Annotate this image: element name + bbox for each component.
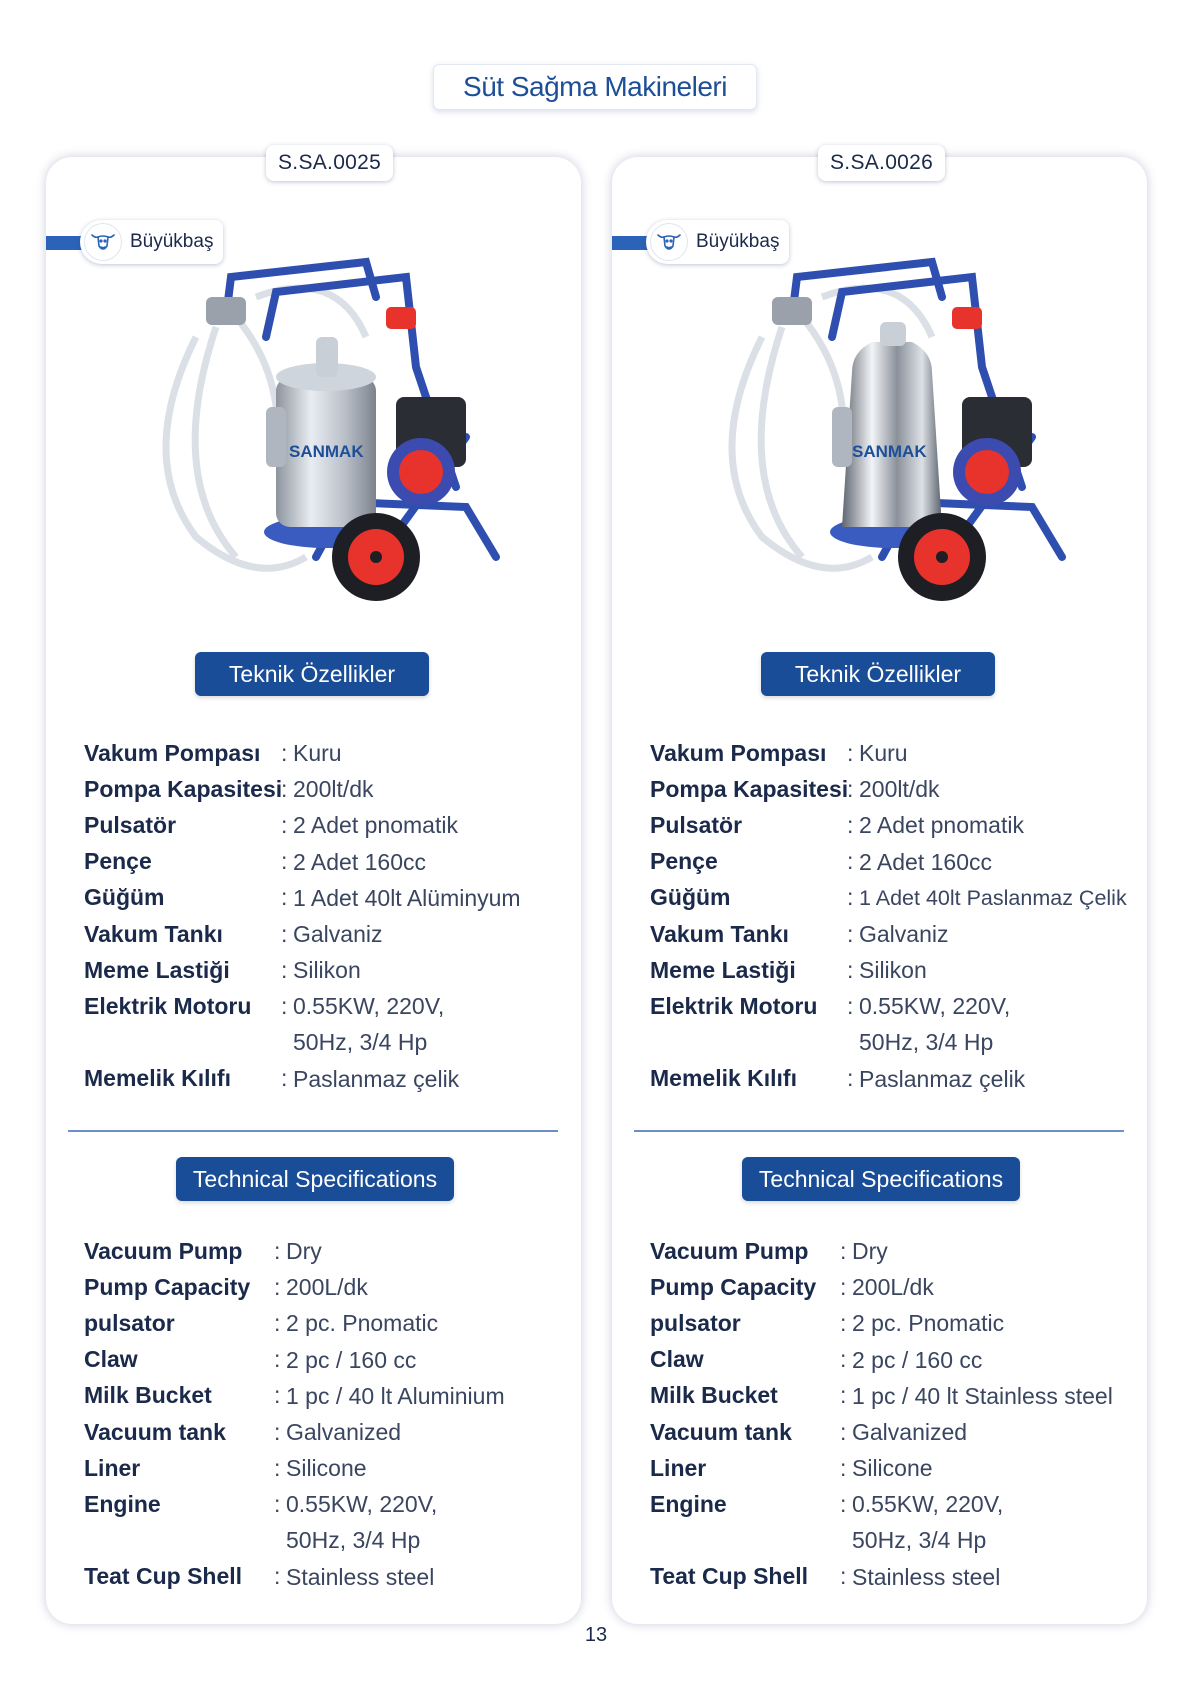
spec-value: Silikon [293,957,361,984]
spec-value: 200L/dk [852,1274,934,1301]
spec-row: pulsator : 2 pc. Pnomatic [650,1305,1113,1341]
spec-label: Pulsatör [650,811,743,838]
spec-row: Güğüm : 1 Adet 40lt Paslanmaz Çelik [650,880,1127,916]
spec-label: Teat Cup Shell [650,1563,809,1590]
spec-row: Vakum Pompası : Kuru [650,735,1127,771]
spec-row: Teat Cup Shell : Stainless steel [650,1559,1113,1595]
spec-label: Memelik Kılıfı [84,1065,231,1092]
product-card [46,151,581,1624]
spec-value: 1 Adet 40lt Paslanmaz Çelik [859,885,1127,910]
product-card [612,151,1147,1624]
spec-row: pulsator : 2 pc. Pnomatic [84,1305,505,1341]
spec-label: Meme Lastiği [84,956,230,983]
spec-row: Pençe : 2 Adet 160cc [84,844,521,880]
spec-value: Kuru [859,740,908,767]
spec-label: Vakum Pompası [84,739,261,766]
category-accent-bar [46,236,82,250]
spec-row: Meme Lastiği : Silikon [84,952,521,988]
cow-icon [84,223,122,261]
spec-label: Vakum Tankı [84,920,223,947]
cow-icon [650,223,688,261]
spec-value: 2 Adet 160cc [859,848,992,875]
category-label: Büyükbaş [696,231,780,252]
divider [634,1130,1124,1132]
spec-label: Pump Capacity [84,1273,251,1300]
spec-list-english [650,1233,1113,1595]
spec-value: 1 pc / 40 lt Aluminium [286,1382,505,1409]
spec-row: Engine : 0.55KW, 220V, 50Hz, 3/4 Hp [650,1486,1113,1558]
spec-label: Vacuum Pump [84,1237,243,1264]
spec-label: Pulsatör [84,811,177,838]
page-number: 13 [584,1624,608,1646]
spec-value: Galvaniz [859,921,949,948]
page-title: Süt Sağma Makineleri [433,64,757,110]
spec-row: Pump Capacity : 200L/dk [650,1269,1113,1305]
spec-label: Meme Lastiği [650,956,796,983]
spec-label: pulsator [84,1309,175,1336]
spec-label: Milk Bucket [84,1382,212,1409]
spec-row: Vakum Tankı : Galvaniz [650,916,1127,952]
spec-value: Galvanized [852,1419,968,1446]
spec-row: Elektrik Motoru : 0.55KW, 220V, 50Hz, 3/4 Hp [650,988,1127,1060]
spec-row: Vacuum Pump : Dry [650,1233,1113,1269]
category-accent-bar [612,236,648,250]
spec-row: Vacuum tank : Galvanized [650,1414,1113,1450]
section-heading-turkish: Teknik Özellikler [195,652,429,696]
divider [68,1130,558,1132]
spec-value: Silicone [286,1455,367,1482]
spec-value: 1 pc / 40 lt Stainless steel [852,1382,1113,1409]
spec-value: 2 pc. Pnomatic [852,1310,1005,1337]
spec-row: Pulsatör : 2 Adet pnomatik [84,807,521,843]
spec-label: Pump Capacity [650,1273,817,1300]
spec-value: 0.55KW, 220V, 50Hz, 3/4 Hp [859,993,1011,1056]
spec-row: Memelik Kılıfı : Paslanmaz çelik [650,1061,1127,1097]
spec-value: Silicone [852,1455,933,1482]
spec-row: Milk Bucket : 1 pc / 40 lt Aluminium [84,1378,505,1414]
spec-value: Dry [286,1238,322,1265]
product-code-badge: S.SA.0025 [266,145,393,181]
spec-label: pulsator [650,1309,741,1336]
spec-label: Vacuum tank [84,1418,226,1445]
category-label: Büyükbaş [130,231,214,252]
spec-row: Pump Capacity : 200L/dk [84,1269,505,1305]
spec-value: 0.55KW, 220V, 50Hz, 3/4 Hp [286,1491,438,1554]
spec-value: 0.55KW, 220V, 50Hz, 3/4 Hp [293,993,445,1056]
spec-row: Liner : Silicone [84,1450,505,1486]
spec-row: Meme Lastiği : Silikon [650,952,1127,988]
spec-value: 200L/dk [286,1274,368,1301]
spec-row: Vakum Tankı : Galvaniz [84,916,521,952]
spec-label: Vacuum tank [650,1418,792,1445]
section-heading-english: Technical Specifications [176,1157,454,1201]
spec-value: 2 Adet pnomatik [859,812,1024,839]
spec-value: Paslanmaz çelik [859,1065,1026,1092]
spec-row: Pompa Kapasitesi : 200lt/dk [84,771,521,807]
spec-row: Claw : 2 pc / 160 cc [650,1342,1113,1378]
spec-label: Güğüm [84,884,165,911]
spec-value: 200lt/dk [293,776,374,803]
spec-value: Galvaniz [293,921,383,948]
spec-label: Güğüm [650,884,731,911]
spec-label: Engine [650,1491,727,1518]
spec-row: Milk Bucket : 1 pc / 40 lt Stainless steel [650,1378,1113,1414]
milking-machine-image [136,257,556,637]
spec-label: Pompa Kapasitesi [650,775,849,802]
spec-label: Engine [84,1491,161,1518]
spec-label: Vakum Pompası [650,739,827,766]
spec-row: Pulsatör : 2 Adet pnomatik [650,807,1127,843]
spec-label: Liner [650,1454,707,1481]
spec-label: Memelik Kılıfı [650,1065,797,1092]
spec-label: Pençe [84,848,152,875]
spec-row: Pompa Kapasitesi : 200lt/dk [650,771,1127,807]
spec-row: Teat Cup Shell : Stainless steel [84,1559,505,1595]
spec-value: 2 pc / 160 cc [286,1346,417,1373]
spec-value: Silikon [859,957,927,984]
spec-value: Stainless steel [286,1563,435,1590]
spec-row: Engine : 0.55KW, 220V, 50Hz, 3/4 Hp [84,1486,505,1558]
spec-value: 1 Adet 40lt Alüminyum [293,884,521,911]
spec-row: Vakum Pompası : Kuru [84,735,521,771]
spec-label: Pençe [650,848,718,875]
spec-label: Claw [650,1346,704,1373]
spec-label: Milk Bucket [650,1382,778,1409]
spec-value: Galvanized [286,1419,402,1446]
product-code-badge: S.SA.0026 [818,145,945,181]
spec-row: Güğüm : 1 Adet 40lt Alüminyum [84,880,521,916]
spec-value: 0.55KW, 220V, 50Hz, 3/4 Hp [852,1491,1004,1554]
spec-value: 2 Adet 160cc [293,848,426,875]
spec-label: Elektrik Motoru [650,993,818,1020]
section-heading-turkish: Teknik Özellikler [761,652,995,696]
section-heading-english: Technical Specifications [742,1157,1020,1201]
spec-row: Claw : 2 pc / 160 cc [84,1342,505,1378]
spec-row: Vacuum tank : Galvanized [84,1414,505,1450]
spec-value: Stainless steel [852,1563,1001,1590]
spec-row: Pençe : 2 Adet 160cc [650,844,1127,880]
spec-value: Kuru [293,740,342,767]
spec-row: Vacuum Pump : Dry [84,1233,505,1269]
spec-label: Vacuum Pump [650,1237,809,1264]
spec-label: Elektrik Motoru [84,993,252,1020]
spec-label: Claw [84,1346,138,1373]
spec-label: Liner [84,1454,141,1481]
spec-value: 2 pc. Pnomatic [286,1310,439,1337]
spec-label: Vakum Tankı [650,920,789,947]
spec-label: Pompa Kapasitesi [84,775,283,802]
spec-row: Liner : Silicone [650,1450,1113,1486]
milking-machine-image [702,257,1122,637]
spec-row: Elektrik Motoru : 0.55KW, 220V, 50Hz, 3/4 Hp [84,988,521,1060]
spec-list-english [84,1233,505,1595]
spec-value: 2 Adet pnomatik [293,812,458,839]
spec-value: 2 pc / 160 cc [852,1346,983,1373]
spec-value: Paslanmaz çelik [293,1065,460,1092]
spec-list-turkish [84,735,521,1097]
spec-value: Dry [852,1238,888,1265]
spec-value: 200lt/dk [859,776,940,803]
spec-list-turkish [650,735,1127,1097]
spec-label: Teat Cup Shell [84,1563,243,1590]
spec-row: Memelik Kılıfı : Paslanmaz çelik [84,1061,521,1097]
brand-text: SANMAK [852,442,927,461]
brand-text: SANMAK [289,442,364,461]
